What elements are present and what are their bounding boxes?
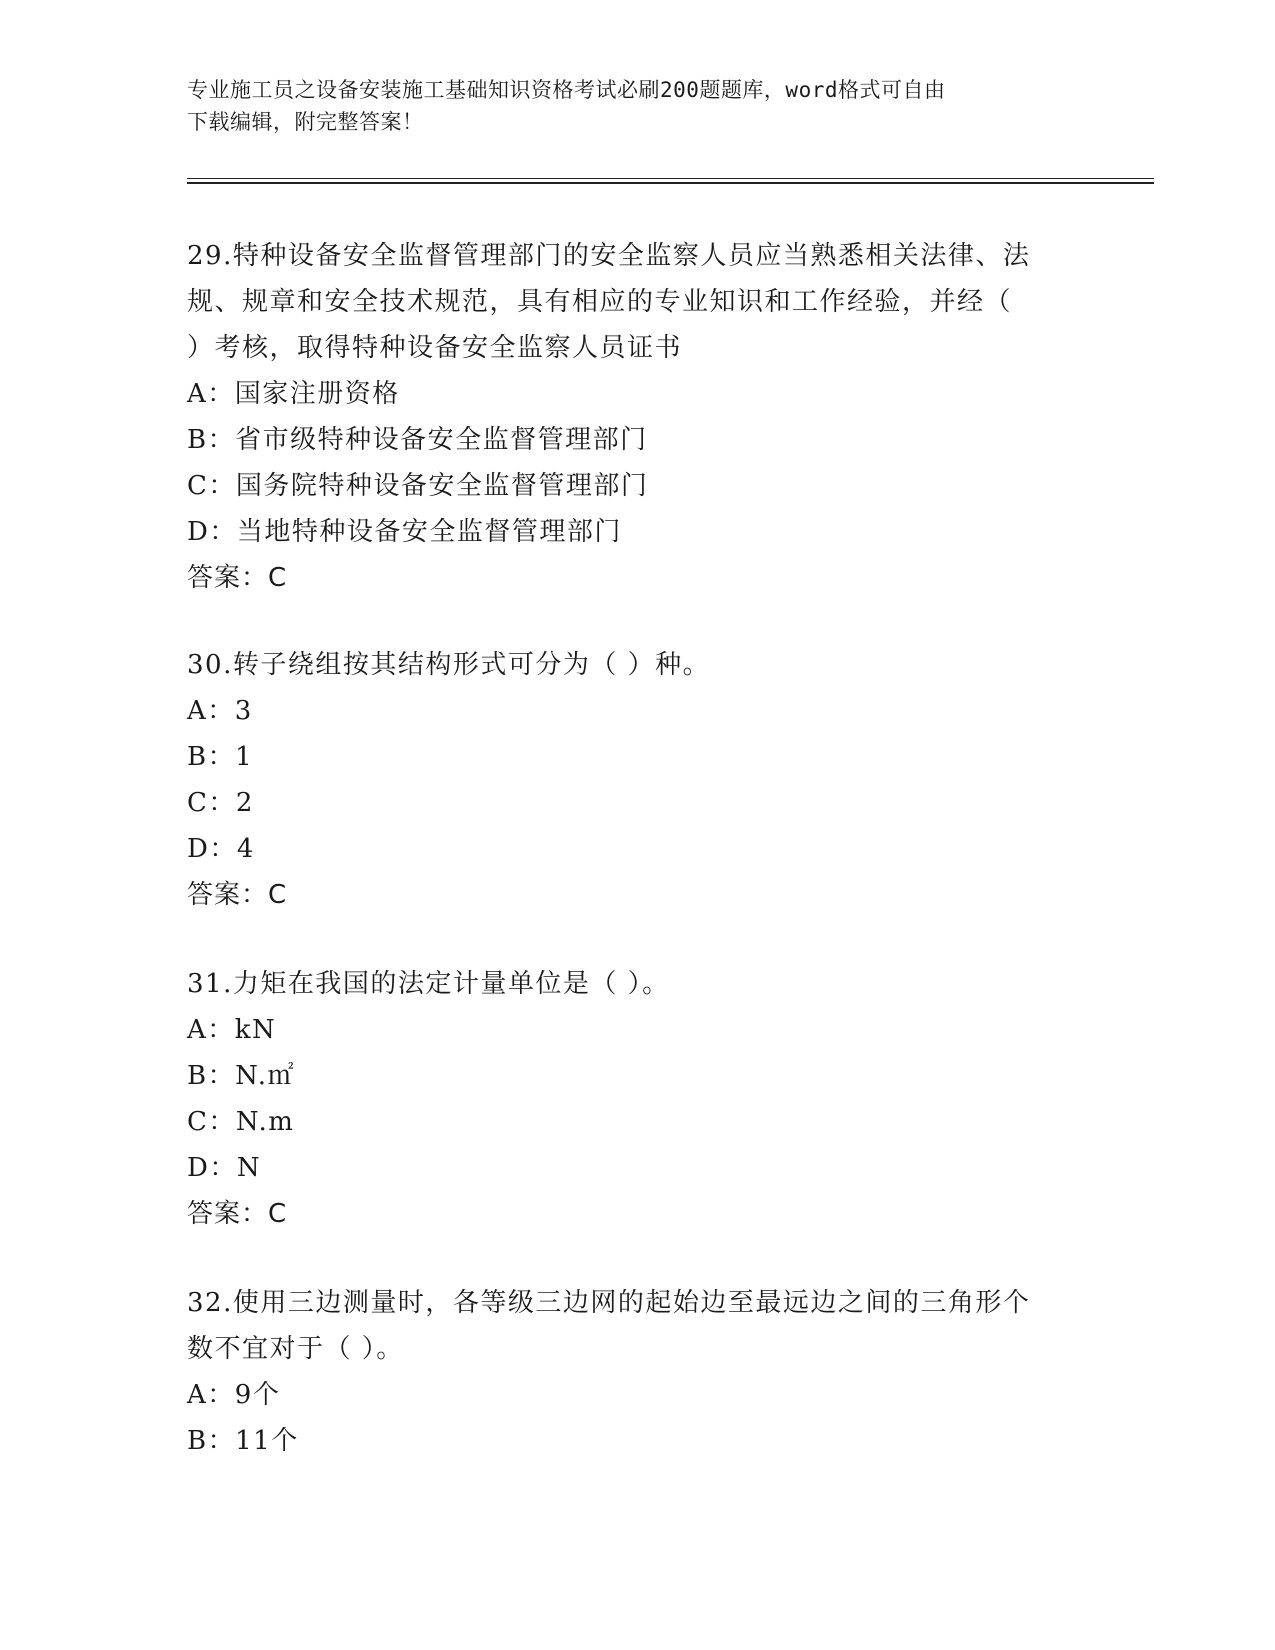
option-c: C：N.m xyxy=(187,1107,295,1137)
option-a: A：kN xyxy=(187,1015,277,1045)
option-d: D：4 xyxy=(187,834,255,864)
option-b: B：N.㎡ xyxy=(187,1061,295,1091)
question-text: 29.特种设备安全监督管理部门的安全监察人员应当熟悉相关法律、法 xyxy=(187,241,1031,271)
answer-line: 答案：C xyxy=(187,1199,288,1229)
header-divider xyxy=(187,182,1154,184)
option-c: C：国务院特种设备安全监督管理部门 xyxy=(187,471,649,501)
option-d: D：当地特种设备安全监督管理部门 xyxy=(187,517,622,547)
question-text: 规、规章和安全技术规范，具有相应的专业知识和工作经验，并经（ xyxy=(187,287,1013,317)
option-c: C：2 xyxy=(187,788,254,818)
option-a: A：9个 xyxy=(187,1380,281,1410)
option-b: B：省市级特种设备安全监督管理部门 xyxy=(187,425,648,455)
answer-line: 答案：C xyxy=(187,563,288,593)
document-header xyxy=(187,74,1087,138)
option-b: B：11个 xyxy=(187,1426,299,1456)
option-d: D：N xyxy=(187,1153,262,1183)
header-line: 下载编辑，附完整答案！ xyxy=(187,110,424,134)
option-a: A：国家注册资格 xyxy=(187,379,400,409)
answer-line: 答案：C xyxy=(187,880,288,910)
question-text: 32.使用三边测量时，各等级三边网的起始边至最远边之间的三角形个 xyxy=(187,1288,1031,1318)
question-text: ）考核，取得特种设备安全监察人员证书 xyxy=(187,333,683,363)
question-block xyxy=(187,1280,1087,1464)
header-line: 专业施工员之设备安装施工基础知识资格考试必刷200题题库，word格式可自由 xyxy=(187,78,946,102)
question-block xyxy=(187,961,1087,1237)
question-block xyxy=(187,233,1087,601)
option-a: A：3 xyxy=(187,696,253,726)
option-b: B：1 xyxy=(187,742,254,772)
question-text: 30.转子绕组按其结构形式可分为（ ）种。 xyxy=(187,650,711,680)
question-text: 31.力矩在我国的法定计量单位是（ ）。 xyxy=(187,969,670,999)
question-block xyxy=(187,642,1087,918)
question-text: 数不宜对于（ ）。 xyxy=(187,1334,404,1364)
header-divider xyxy=(187,178,1154,179)
